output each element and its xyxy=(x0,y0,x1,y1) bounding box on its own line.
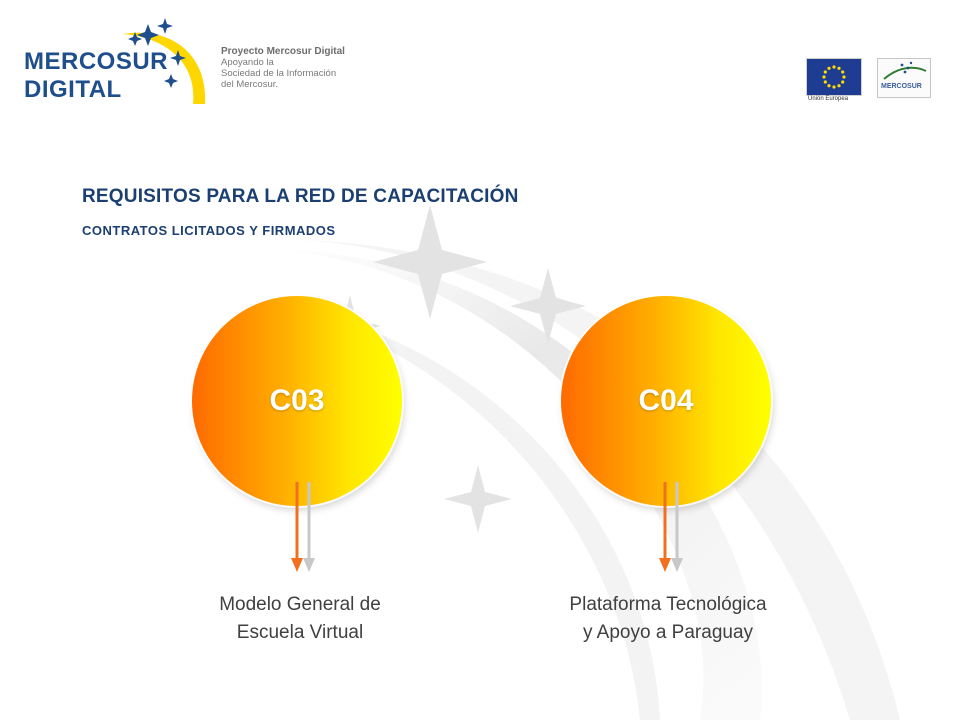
mercosur-logo xyxy=(877,58,931,98)
project-line: del Mercosur. xyxy=(221,79,279,90)
contract-circle-c04 xyxy=(561,296,771,506)
star-icon xyxy=(164,74,178,88)
contract-circle-c03 xyxy=(192,296,402,506)
project-line: Sociedad de la Información xyxy=(221,68,337,79)
project-title: Proyecto Mercosur Digital xyxy=(221,46,345,57)
contract-caption-c03 xyxy=(170,591,430,647)
slide-subtitle: CONTRATOS LICITADOS Y FIRMADOS xyxy=(82,223,336,238)
caption-line: Plataforma Tecnológica xyxy=(569,594,767,615)
eu-flag-icon xyxy=(806,58,862,96)
project-line: Apoyando la xyxy=(221,57,274,68)
european-union-logo xyxy=(806,58,862,104)
star-icon xyxy=(444,465,512,533)
contract-code: C03 xyxy=(269,384,325,417)
project-description xyxy=(221,46,391,90)
contract-code: C04 xyxy=(638,384,694,417)
caption-line: y Apoyo a Paraguay xyxy=(582,622,754,643)
caption-line: Modelo General de xyxy=(219,594,381,615)
mercosur-stars-icon xyxy=(878,59,930,83)
logo-wordmark-line2: DIGITAL xyxy=(24,76,122,103)
contract-caption-c04 xyxy=(538,591,798,647)
slide-title: REQUISITOS PARA LA RED DE CAPACITACIÓN xyxy=(82,186,519,207)
star-icon xyxy=(157,18,173,34)
caption-line: Escuela Virtual xyxy=(236,622,364,643)
logo-wordmark-line1: MERCOSUR xyxy=(24,48,169,75)
mercosur-label: MERCOSUR xyxy=(881,83,922,90)
mercosur-digital-logo xyxy=(18,16,228,106)
eu-label: Unión Europea xyxy=(808,96,849,102)
star-icon xyxy=(137,24,159,46)
